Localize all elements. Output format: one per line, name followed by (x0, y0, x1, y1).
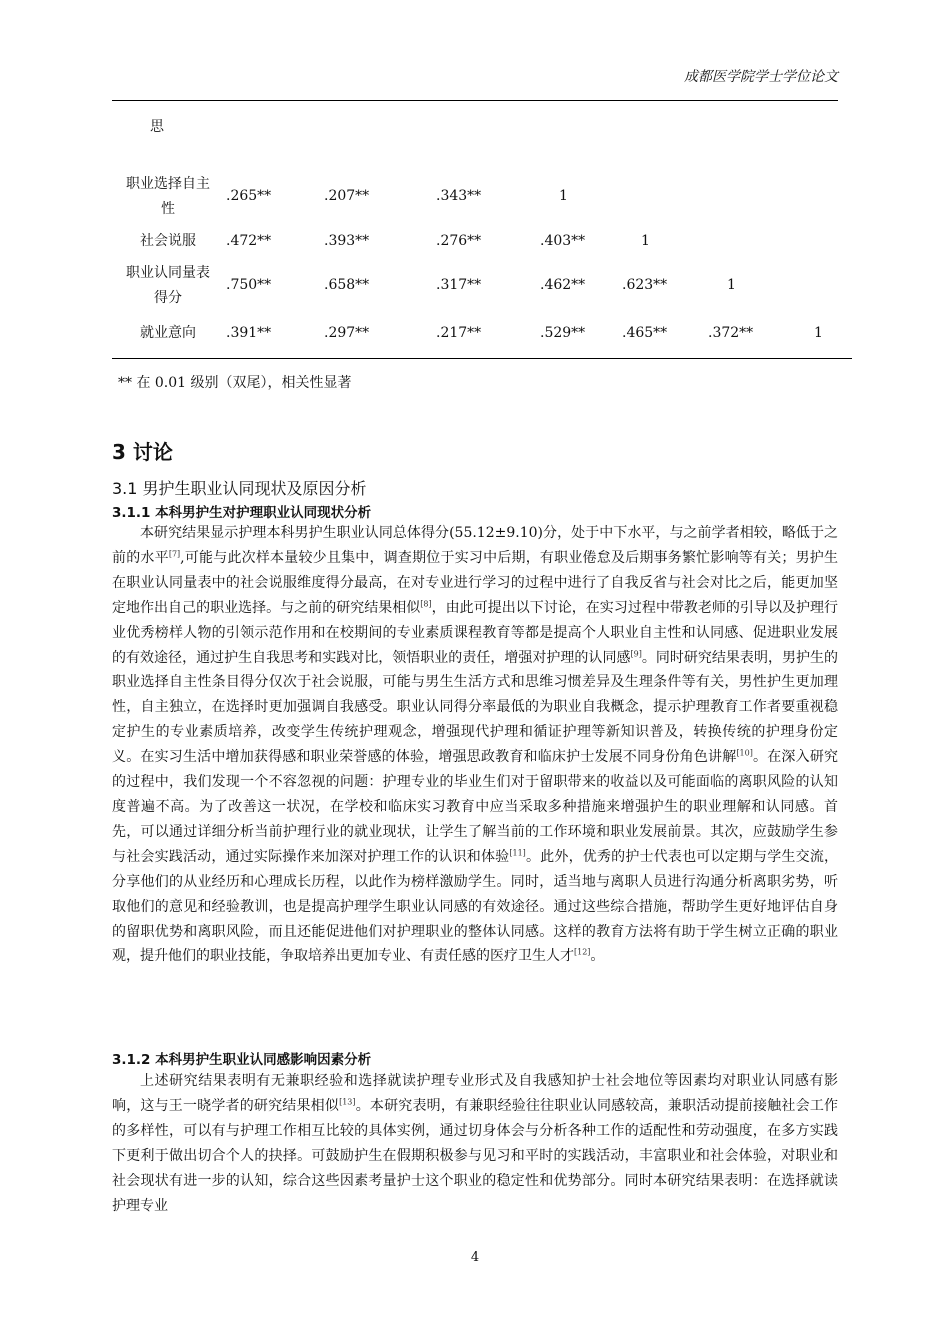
table-row-label: 职业认同量表得分 (126, 265, 210, 306)
table-cell: 1 (814, 325, 823, 341)
table-cell: .297** (324, 325, 370, 341)
text-run: 本研究结果显示护理本科男护生职业认同总体得分(55.12±9.10)分，处于中下水平，与之前学者相较，略低于之前的水平 (112, 525, 838, 566)
text-run: 。同时研究结果表明，男护生的职业选择自主性条目得分仅次于社会说服，可能与男生生活方式和思维习惯差异及生理条件等有关，男性护生更加理性，自主独立，在选择时更加强调自我感受。职业认同得分率最低的为职业自我概念，提示护理教育工作者要重视稳定护生的专业素质培养，改变学生传统护理观念，增强现代护理和循证护理等新知识普及，转换传统的护理身份定义。在实习生活中增加获得感和职业荣誉感的体验，增强思政教育和临床护士发展不同身份角色讲解 (112, 649, 839, 766)
section-heading: 3 讨论 (112, 440, 173, 464)
citation: [10] (736, 748, 753, 758)
table-cell: .372** (708, 325, 754, 341)
table-cell: 1 (641, 233, 650, 249)
paragraph-1 (112, 521, 838, 969)
header-divider (112, 100, 838, 101)
citation: [11] (509, 848, 526, 858)
citation: [8] (420, 599, 432, 609)
table-row-label: 社会说服 (140, 233, 196, 249)
citation: [7] (168, 549, 181, 559)
table-cell: .658** (324, 277, 370, 293)
text-run: ，由此可提出以下讨论，在实习过程中带教老师的引导以及护理行业优秀榜样人物的引领示范作用和在校期间的专业素质课程教育等都是提高个人职业自主性和认同感、促进职业发展的有效途径，通过护生自我思考和实践对比，领悟职业的责任，增强对护理的认同感 (112, 599, 839, 666)
table-cell: .317** (436, 277, 482, 293)
table-cell: .265** (226, 188, 272, 204)
text-run: 。此外，优秀的护士代表也可以定期与学生交流，分享他们的从业经历和心理成长历程，以此作为榜样激励学生。同时，适当地与离职人员进行沟通分析离职劣势，听取他们的意见和经验教训，也是提高护理学生职业认同感的有效途径。通过这些综合措施，帮助学生更好地评估自身的留职优势和离职风险，而且还能促进他们对护理职业的整体认同感。这样的教育方法将有助于学生树立正确的职业观，提升他们的职业技能，争取培养出更加专业、有责任感的医疗卫生人才 (112, 848, 839, 965)
table-cell: .465** (622, 325, 668, 341)
text-run: ,可能与此次样本量较少且集中，调查期位于实习中后期，有职业倦怠及后期事务繁忙影响等有关；男护生在职业认同量表中的社会说服维度得分最高，在对专业进行学习的过程中进行了自我反省与社会对比之后，能更加坚定地作出自己的职业选择。与之前的研究结果相似 (112, 549, 839, 616)
paragraph-2 (112, 1069, 838, 1218)
table-cell: .343** (436, 188, 482, 204)
page-number: 4 (470, 1250, 480, 1265)
table-cell: .529** (540, 325, 586, 341)
table-cell: .217** (436, 325, 482, 341)
table-row-label: 就业意向 (140, 325, 196, 341)
subsubsection-heading-2: 3.1.2 本科男护生职业认同感影响因素分析 (112, 1052, 372, 1068)
table-cell: .462** (540, 277, 586, 293)
table-cell: .207** (324, 188, 370, 204)
table-cell: .472** (226, 233, 272, 249)
table-cell: .403** (540, 233, 586, 249)
citation: [9] (630, 648, 642, 658)
subsection-heading: 3.1 男护生职业认同现状及原因分析 (112, 479, 367, 498)
table-bottom-rule (112, 358, 852, 359)
text-run: 。在深入研究的过程中，我们发现一个不容忽视的问题：护理专业的毕业生们对于留职带来的收益以及可能面临的离职风险的认知度普遍不高。为了改善这一状况，在学校和临床实习教育中应当采取多种措施来增强护生的职业理解和认同感。首先，可以通过详细分析当前护理行业的就业现状，让学生了解当前的工作环境和职业发展前景。其次，应鼓励学生参与社会实践活动，通过实际操作来加深对护理工作的认识和体验 (112, 749, 839, 865)
table-cell: .391** (226, 325, 272, 341)
text-run: 。本研究表明，有兼职经验往往职业认同感较高，兼职活动提前接触社会工作的多样性，可以有与护理工作相互比较的具体实例，通过切身体会与分析各种工作的适配性和劳动强度，在多方实践下更利于做出切合个人的抉择。可鼓励护生在假期积极参与见习和平时的实践活动，丰富职业和社会体验，对职业和社会现状有进一步的认知，综合这些因素考量护士这个职业的稳定性和优势部分。同时本研究结果表明：在选择就读护理专业 (112, 1097, 839, 1214)
table-row-label: 思 (150, 119, 164, 135)
table-cell: 1 (727, 277, 736, 293)
subsubsection-heading-1: 3.1.1 本科男护生对护理职业认同现状分析 (112, 505, 372, 521)
table-footnote: ** 在 0.01 级别（双尾），相关性显著 (118, 375, 352, 391)
text-run: 。 (590, 948, 605, 965)
running-header-title: 成都医学院学士学位论文 (684, 69, 838, 85)
table-row-label: 职业选择自主性 (126, 176, 210, 217)
citation: [12] (574, 947, 591, 957)
table-cell: .276** (436, 233, 482, 249)
table-cell: .393** (324, 233, 370, 249)
table-cell: .750** (226, 277, 272, 293)
citation: [13] (339, 1097, 356, 1107)
table-cell: 1 (559, 188, 568, 204)
text-run: 上述研究结果表明有无兼职经验和选择就读护理专业形式及自我感知护士社会地位等因素均对职业认同感有影响，这与王一晓学者的研究结果相似 (112, 1073, 838, 1114)
table-cell: .623** (622, 277, 668, 293)
